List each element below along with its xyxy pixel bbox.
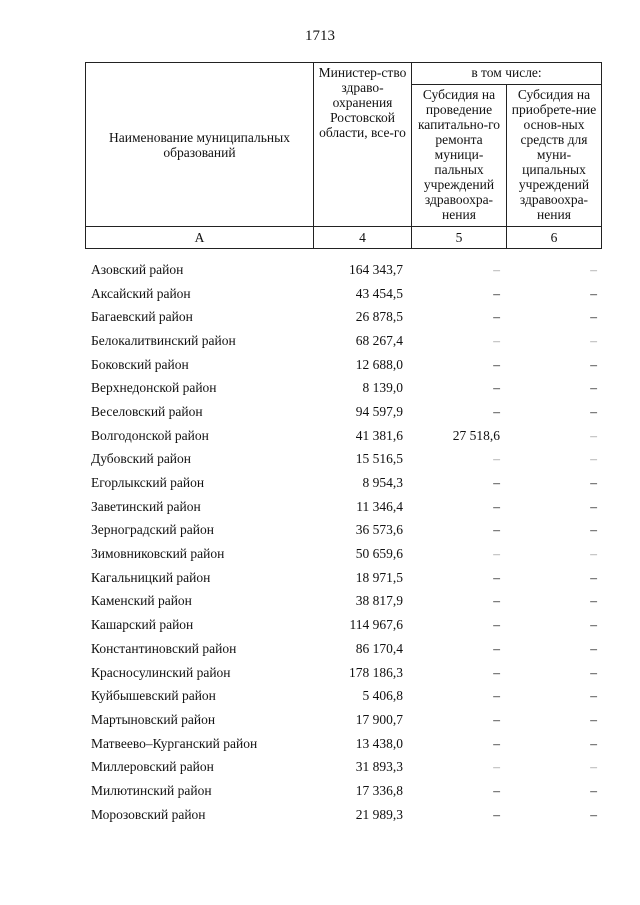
row-total: 26 878,5 [355,309,403,325]
row-subsidy-equipment: – [590,759,597,775]
row-name: Кашарский район [91,617,194,633]
row-total: 13 438,0 [355,735,403,751]
row-name: Зерноградский район [91,522,214,538]
row-subsidy-equipment: – [590,782,597,798]
row-total: 38 817,9 [355,593,403,609]
table-row [85,732,601,756]
row-subsidy-equipment: – [590,285,597,301]
row-name: Кагальницкий район [91,569,211,585]
table-row [85,400,601,424]
column-header-group: в том числе: [412,63,602,85]
table-row [85,613,601,637]
row-subsidy-repair: 27 518,6 [452,427,500,443]
table-row [85,590,601,614]
row-subsidy-equipment: – [590,735,597,751]
table-row [85,305,601,329]
row-subsidy-equipment: – [590,475,597,491]
row-subsidy-repair: – [493,569,500,585]
row-subsidy-equipment: – [590,546,597,562]
row-subsidy-repair: – [493,782,500,798]
row-total: 41 381,6 [355,427,403,443]
row-subsidy-equipment: – [590,688,597,704]
row-name: Матвеево–Курганский район [91,735,258,751]
table-row [85,282,601,306]
row-total: 8 139,0 [362,380,403,396]
row-subsidy-repair: – [493,711,500,727]
row-subsidy-repair: – [493,356,500,372]
row-name: Верхнедонской район [91,380,217,396]
table-row [85,519,601,543]
row-total: 164 343,7 [349,261,403,277]
row-name: Заветинский район [91,498,201,514]
table-header [85,62,602,249]
row-name: Боковский район [91,356,189,372]
table-row [85,495,601,519]
row-subsidy-repair: – [493,309,500,325]
row-name: Белокалитвинский район [91,332,236,348]
row-total: 18 971,5 [355,569,403,585]
row-name: Аксайский район [91,285,191,301]
row-name: Зимовниковский район [91,546,225,562]
row-total: 15 516,5 [355,451,403,467]
row-subsidy-equipment: – [590,498,597,514]
table-row [85,542,601,566]
row-total: 11 346,4 [356,498,403,514]
table-row [85,329,601,353]
row-total: 5 406,8 [362,688,403,704]
table-row [85,376,601,400]
row-total: 68 267,4 [355,332,403,348]
page-number: 1713 [305,28,335,44]
row-total: 17 336,8 [355,782,403,798]
row-total: 86 170,4 [355,640,403,656]
row-total: 50 659,6 [355,546,403,562]
column-index-6: 6 [507,227,602,249]
row-total: 36 573,6 [355,522,403,538]
row-subsidy-equipment: – [590,309,597,325]
row-name: Егорлыкский район [91,475,205,491]
row-subsidy-repair: – [493,261,500,277]
row-total: 114 967,6 [349,617,403,633]
row-name: Морозовский район [91,806,206,822]
row-name: Милютинский район [91,782,212,798]
table-row [85,424,601,448]
row-name: Куйбышевский район [91,688,216,704]
row-subsidy-repair: – [493,617,500,633]
table-row [85,803,601,827]
column-header-subsidy-repair: Субсидия на проведение капитально-го ремонта муници-пальных учреждений здравоохра-нения [412,85,507,227]
row-total: 17 900,7 [355,711,403,727]
row-subsidy-repair: – [493,735,500,751]
row-total: 43 454,5 [355,285,403,301]
table-row [85,661,601,685]
row-total: 8 954,3 [362,475,403,491]
row-subsidy-equipment: – [590,451,597,467]
row-total: 178 186,3 [349,664,403,680]
column-index-a: А [86,227,314,249]
row-subsidy-repair: – [493,498,500,514]
column-header-subsidy-equipment: Субсидия на приобрете-ние основ-ных средств для муни-ципальных учреждений здравоохра-нения [507,85,602,227]
row-name: Константиновский район [91,640,237,656]
table-row [85,779,601,803]
row-name: Дубовский район [91,451,192,467]
row-subsidy-repair: – [493,806,500,822]
row-name: Мартыновский район [91,711,216,727]
row-name: Миллеровский район [91,759,214,775]
row-subsidy-repair: – [493,332,500,348]
row-subsidy-equipment: – [590,427,597,443]
column-header-name: Наименование муниципальных образований [86,63,314,227]
row-name: Багаевский район [91,309,193,325]
column-index-4: 4 [314,227,412,249]
row-subsidy-equipment: – [590,593,597,609]
row-subsidy-equipment: – [590,356,597,372]
row-total: 31 893,3 [355,759,403,775]
table-row [85,566,601,590]
row-name: Азовский район [91,261,184,277]
row-subsidy-repair: – [493,546,500,562]
row-name: Веселовский район [91,403,203,419]
row-subsidy-equipment: – [590,664,597,680]
row-name: Красносулинский район [91,664,231,680]
row-total: 94 597,9 [355,403,403,419]
table-row [85,258,601,282]
row-subsidy-equipment: – [590,380,597,396]
row-subsidy-repair: – [493,285,500,301]
row-subsidy-equipment: – [590,332,597,348]
table-row [85,708,601,732]
table-row [85,637,601,661]
table-body [85,258,601,827]
row-subsidy-equipment: – [590,522,597,538]
table-row [85,471,601,495]
row-subsidy-repair: – [493,640,500,656]
row-total: 21 989,3 [355,806,403,822]
row-subsidy-equipment: – [590,261,597,277]
row-subsidy-repair: – [493,664,500,680]
row-subsidy-repair: – [493,475,500,491]
table-row [85,353,601,377]
row-subsidy-repair: – [493,403,500,419]
row-subsidy-equipment: – [590,806,597,822]
row-total: 12 688,0 [355,356,403,372]
row-subsidy-repair: – [493,451,500,467]
row-subsidy-repair: – [493,759,500,775]
row-name: Каменский район [91,593,192,609]
table-row [85,755,601,779]
table-row [85,448,601,472]
row-subsidy-repair: – [493,522,500,538]
row-subsidy-repair: – [493,380,500,396]
column-index-5: 5 [412,227,507,249]
row-name: Волгодонской район [91,427,209,443]
row-subsidy-equipment: – [590,640,597,656]
row-subsidy-equipment: – [590,617,597,633]
row-subsidy-equipment: – [590,403,597,419]
row-subsidy-repair: – [493,688,500,704]
column-header-total: Министер-ство здраво-охранения Ростовской области, все-го [314,63,412,227]
table-row [85,684,601,708]
row-subsidy-equipment: – [590,711,597,727]
row-subsidy-equipment: – [590,569,597,585]
row-subsidy-repair: – [493,593,500,609]
